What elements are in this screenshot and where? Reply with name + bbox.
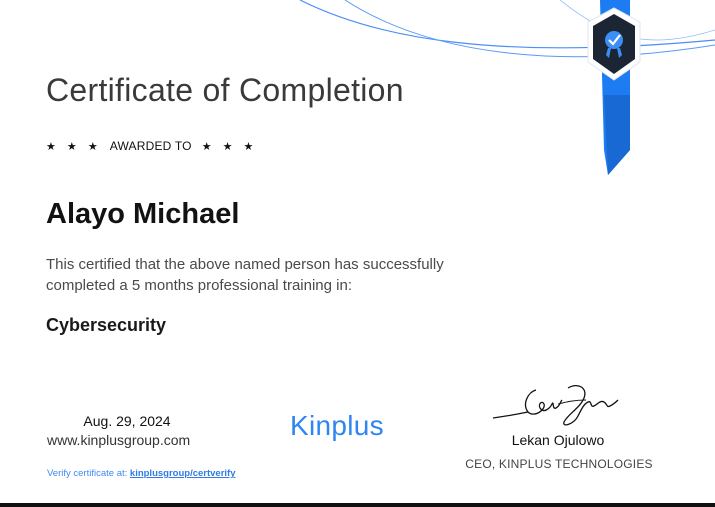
course-name: Cybersecurity: [46, 315, 167, 335]
verify-link[interactable]: kinplusgroup/certverify: [129, 468, 236, 479]
signature-icon: [488, 378, 628, 433]
website-text: www.kinplusgroup.com: [47, 432, 191, 448]
verify-prefix: Verify certificate at:: [47, 468, 130, 479]
awarded-to-line: [46, 139, 257, 153]
certificate-title: Certificate of Completion: [46, 72, 404, 108]
recipient-name: Alayo Michael: [46, 198, 240, 230]
signer-title: CEO, KINPLUS TECHNOLOGIES: [465, 457, 653, 471]
signer-name: Lekan Ojulowo: [511, 432, 605, 448]
issue-date: Aug. 29, 2024: [83, 413, 171, 429]
verify-line: [47, 468, 236, 479]
certificate-description: This certified that the above named person has successfully completed a 5 months professional training in:: [46, 256, 444, 294]
awarded-to-label: AWARDED TO: [109, 139, 192, 153]
stars-left-icon: ★ ★ ★: [46, 140, 102, 153]
kinplus-logo: Kinplus: [290, 410, 384, 441]
stars-right-icon: ★ ★ ★: [201, 140, 258, 153]
bottom-border: [0, 503, 715, 507]
badge-ribbon-icon: [578, 0, 650, 180]
